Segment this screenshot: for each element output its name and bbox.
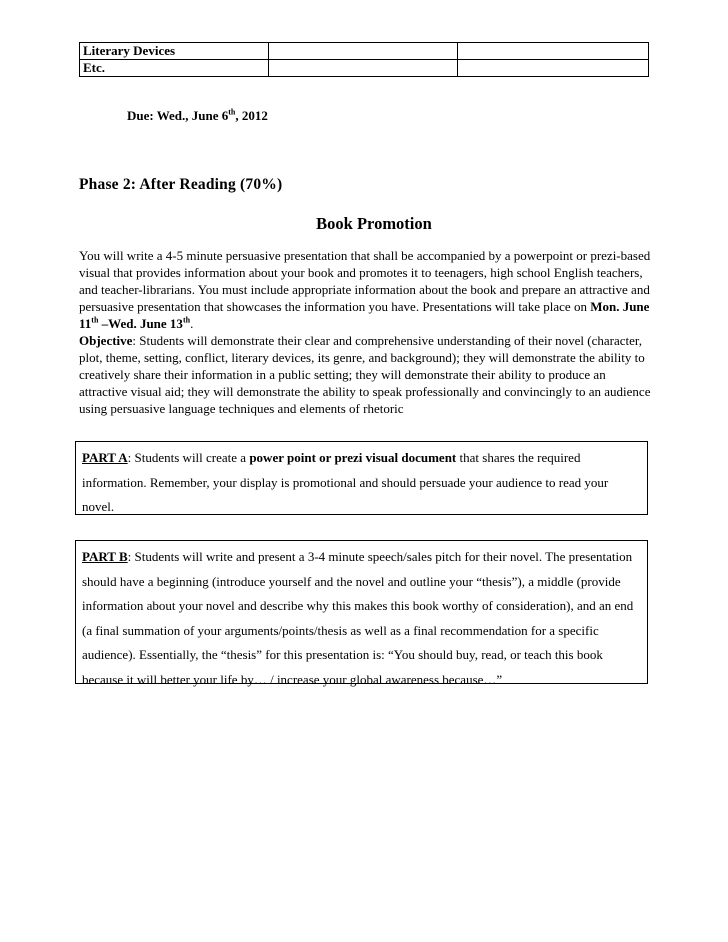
intro-text: You will write a 4-5 minute persuasive presentation that shall be accompanied by a powerpoint or prezi-based visual that provides information about your book and promotes it to teenagers, high school English teachers, and teacher-librarians. You must include appropriate information about the book and prepare an attractive and persuasive presentation that showcases the information you have. Presentations will take place on — [79, 248, 651, 314]
part-b-label: PART B — [82, 549, 128, 564]
intro-paragraph — [79, 247, 655, 332]
date-dash: – — [98, 316, 109, 331]
due-date-text: Due: Wed., June 6 — [127, 108, 229, 123]
objective-label: Objective — [79, 333, 133, 348]
phase-heading: Phase 2: After Reading (70%) — [79, 176, 283, 193]
page-title: Book Promotion — [316, 214, 432, 233]
table-cell — [269, 60, 458, 77]
end-date-sup: th — [182, 315, 191, 325]
due-date — [127, 108, 268, 124]
part-b-text: : Students will write and present a 3-4 minute speech/sales pitch for their novel. The presentation should have a beginning (introduce yourself and the novel and outline your “thesis”), a middle (provide information about your novel and describe why this makes this book worthy of consideration), and an end (a final summation of your arguments/points/thesis as well as a final recommendation for a specific audience). Essentially, the “thesis” for this presentation is: “You should buy, read, or teach this book because it will better your life by… / increase your global awareness because…” — [82, 549, 634, 687]
table-cell — [269, 43, 458, 60]
table-cell: Etc. — [80, 60, 269, 77]
part-a-text-2: that shares the required information. Remember, your display is promotional and should persuade your audience to read your novel. — [82, 450, 609, 514]
end-date: Wed. June 13 — [108, 316, 183, 331]
part-a-box — [75, 441, 648, 515]
table-cell: Literary Devices — [80, 43, 269, 60]
table-row — [80, 60, 649, 77]
part-a-bold: power point or prezi visual document — [249, 450, 457, 465]
start-date: Mon. June 11 — [79, 299, 650, 331]
part-b-box — [75, 540, 648, 687]
table-row — [80, 43, 649, 60]
devices-table — [79, 42, 649, 77]
due-date-sup: th — [228, 107, 236, 117]
objective-text: : Students will demonstrate their clear and comprehensive understanding of their novel (character, plot, theme, setting, conflict, literary devices, its genre, and background); they will demonstrate the ability to creatively share their information in a public setting; they will demonstrate their ability to produce an attractive visual aid; they will demonstrate the ability to speak professionally and convincingly to an audience using persuasive language techniques and elements of rhetoric — [79, 333, 651, 416]
objective-paragraph — [79, 332, 655, 417]
part-a-text: : Students will create a — [127, 450, 250, 465]
due-date-year: , 2012 — [235, 108, 268, 123]
table-cell — [458, 43, 649, 60]
start-date-sup: th — [91, 315, 99, 325]
table-cell — [458, 60, 649, 77]
intro-end: . — [190, 316, 194, 331]
part-a-label: PART A — [82, 450, 128, 465]
